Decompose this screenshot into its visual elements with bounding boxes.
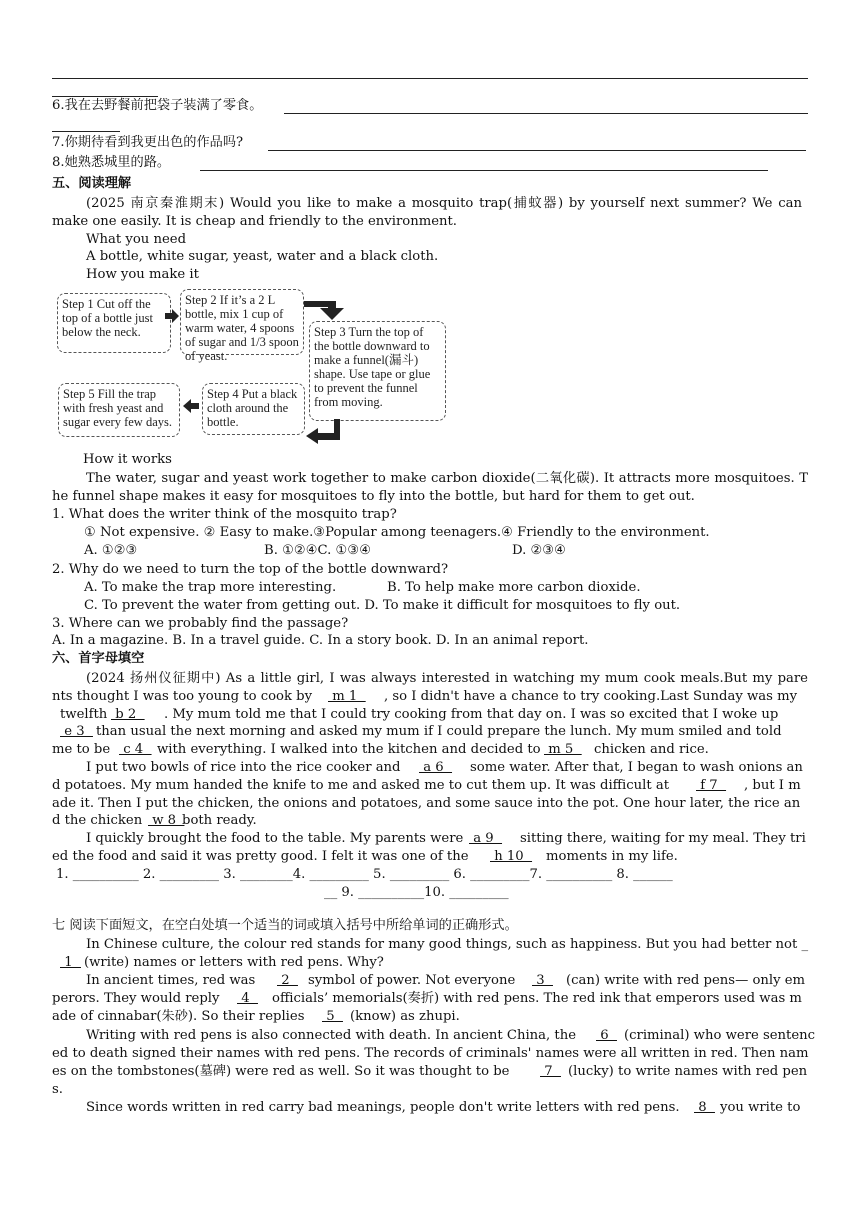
- answer-line[interactable]: [200, 170, 768, 171]
- option-1bc[interactable]: B. ①②④C. ①③④: [264, 543, 372, 558]
- section-heading-reading: 五、阅读理解: [52, 176, 132, 191]
- cloze2-line-8b: (lucky) to write names with red pen: [568, 1064, 808, 1079]
- step-2-box: Step 2 If it’s a 2 L bottle, mix 1 cup of warm water, 4 spoons of sugar and 1/3 spoon of yeast.: [180, 289, 304, 355]
- grammar-blank-2[interactable]: 2: [277, 973, 298, 988]
- step-4-box: Step 4 Put a black cloth around the bottle.: [202, 383, 305, 435]
- cloze1-line-11a: ed the food and said it was pretty good. I felt it was one of the: [52, 849, 469, 864]
- step-5-box: Step 5 Fill the trap with fresh yeast and sugar every few days.: [58, 383, 180, 437]
- cloze2-line-3b: symbol of power. Not everyone: [308, 973, 516, 988]
- cloze1-line-7b: , but I m: [744, 778, 801, 793]
- cloze2-line-10a: Since words written in red carry bad meanings, people don't write letters with red pens.: [86, 1100, 680, 1115]
- section-heading-cloze: 六、首字母填空: [52, 651, 145, 666]
- blank-1[interactable]: m 1: [328, 689, 366, 704]
- what-you-need-title: What you need: [86, 232, 187, 247]
- blank-6[interactable]: a 6: [419, 760, 453, 775]
- cloze1-line-8: ade it. Then I put the chicken, the onions and potatoes, and some sauce into the pot. One hour later, the rice an: [52, 796, 801, 811]
- cloze1-line-9a: d the chicken: [52, 813, 143, 828]
- grammar-blank-8[interactable]: 8: [694, 1100, 715, 1115]
- question-3-options[interactable]: A. In a magazine. B. In a travel guide. C. In a story book. D. In an animal report.: [52, 633, 589, 648]
- option-2a[interactable]: A. To make the trap more interesting.: [84, 580, 337, 595]
- option-1a[interactable]: A. ①②③: [84, 543, 138, 558]
- cloze2-line-5a: ade of cinnabar(朱砂). So their replies: [52, 1009, 305, 1024]
- cloze2-line-4a: perors. They would reply: [52, 991, 220, 1006]
- blank-10[interactable]: h 10: [490, 849, 533, 864]
- reading-intro-2: make one easily. It is cheap and friendly to the environment.: [52, 214, 457, 229]
- sentence-7: 7.你期待看到我更出色的作品吗?: [52, 135, 244, 150]
- how-it-works-title: How it works: [83, 452, 172, 467]
- cloze2-line-6b: (criminal) who were sentenc: [624, 1028, 816, 1043]
- cloze1-line-3a: twelfth: [60, 707, 108, 722]
- arrow-right-icon: [164, 308, 180, 324]
- cloze1-line-5b: with everything. I walked into the kitchen and decided to: [157, 742, 541, 757]
- answer-line[interactable]: [284, 113, 808, 114]
- answer-rule: [52, 131, 120, 132]
- sentence-6: 6.我在去野餐前把袋子装满了零食。: [52, 98, 263, 113]
- answer-row-1[interactable]: 1. __________ 2. _________ 3. ________4. _________ 5. _________ 6. _________7. __________ 8. ______: [56, 867, 673, 882]
- cloze2-line-9: s.: [52, 1082, 63, 1097]
- cloze2-line-4b: officials’ memorials(奏折) with red pens. The red ink that emperors used was m: [272, 991, 802, 1006]
- cloze2-line-3a: In ancient times, red was: [86, 973, 256, 988]
- blank-2[interactable]: b 2: [111, 707, 145, 722]
- option-2cd[interactable]: C. To prevent the water from getting out. D. To make it difficult for mosquitoes to fly out.: [84, 598, 681, 613]
- step-3-box: Step 3 Turn the top of the bottle downward to make a funnel(漏斗) shape. Use tape or glue to prevent the funnel from moving.: [309, 321, 446, 421]
- cloze1-line-2b: , so I didn't have a chance to try cooking.Last Sunday was my: [384, 689, 798, 704]
- blank-9[interactable]: a 9: [469, 831, 503, 846]
- cloze1-line-10a: I quickly brought the food to the table. My parents were: [86, 831, 464, 846]
- option-1d[interactable]: D. ②③④: [512, 543, 566, 558]
- cloze1-line-4b: than usual the next morning and asked my mum if I could prepare the lunch. My mum smiled and told: [96, 724, 782, 739]
- cloze1-line-2a: nts thought I was too young to cook by: [52, 689, 313, 704]
- blank-7[interactable]: f 7: [696, 778, 727, 793]
- cloze2-line-7: ed to death signed their names with red pens. The records of criminals' names were all written in red. Then nam: [52, 1046, 809, 1061]
- top-rule: [52, 78, 808, 79]
- what-you-need-items: A bottle, white sugar, yeast, water and a black cloth.: [86, 249, 439, 264]
- step-1-box: Step 1 Cut off the top of a bottle just below the neck.: [57, 293, 171, 353]
- sentence-8: 8.她熟悉城里的路。: [52, 155, 171, 170]
- cloze2-line-5b: (know) as zhupi.: [350, 1009, 460, 1024]
- cloze1-line-5a: me to be: [52, 742, 111, 757]
- question-2: 2. Why do we need to turn the top of the bottle downward?: [52, 562, 449, 577]
- section-heading-grammar: 七 阅读下面短文，在空白处填一个适当的词或填入括号中所给单词的正确形式。: [52, 918, 518, 933]
- grammar-blank-3[interactable]: 3: [532, 973, 553, 988]
- grammar-blank-5[interactable]: 5: [322, 1009, 343, 1024]
- arrow-turn-down-icon: [302, 296, 350, 322]
- how-it-works-para-2: he funnel shape makes it easy for mosquitoes to fly into the bottle, but hard for them to get out.: [52, 489, 695, 504]
- question-1: 1. What does the writer think of the mosquito trap?: [52, 507, 397, 522]
- cloze2-line-6a: Writing with red pens is also connected with death. In ancient China, the: [86, 1028, 577, 1043]
- reading-intro: (2025 南京秦淮期末) Would you like to make a mosquito trap(捕蚊器) by yourself next summer? We can: [86, 196, 802, 211]
- cloze1-line-11b: moments in my life.: [546, 849, 678, 864]
- cloze1-line-1: (2024 扬州仪征期中) As a little girl, I was always interested in watching my mum cook meals.But my pare: [86, 671, 808, 686]
- grammar-blank-1[interactable]: 1: [60, 955, 81, 970]
- cloze1-line-3b: . My mum told me that I could try cooking from that day on. I was so excited that I woke up: [164, 707, 779, 722]
- answer-line[interactable]: [268, 150, 806, 151]
- blank-8[interactable]: w 8: [148, 813, 185, 828]
- cloze1-line-7a: d potatoes. My mum handed the knife to me and asked me to cut them up. It was difficult at: [52, 778, 670, 793]
- cloze1-line-6a: I put two bowls of rice into the rice cooker and: [86, 760, 401, 775]
- question-1-statements: ① Not expensive. ② Easy to make.③Popular among teenagers.④ Friendly to the environment.: [84, 525, 710, 540]
- grammar-blank-7[interactable]: 7: [540, 1064, 561, 1079]
- cloze2-line-1: In Chinese culture, the colour red stands for many good things, such as happiness. But you had better not _: [86, 937, 809, 952]
- cloze1-line-10b: sitting there, waiting for my meal. They tri: [520, 831, 806, 846]
- arrow-left-icon: [182, 398, 200, 414]
- cloze2-line-10b: you write to: [720, 1100, 801, 1115]
- how-it-works-para-1: The water, sugar and yeast work together to make carbon dioxide(二氧化碳). It attracts more mosquitoes. T: [86, 471, 808, 486]
- blank-5[interactable]: m 5: [544, 742, 582, 757]
- blank-4[interactable]: c 4: [119, 742, 152, 757]
- how-you-make-it-title: How you make it: [86, 267, 199, 282]
- option-2b[interactable]: B. To help make more carbon dioxide.: [387, 580, 641, 595]
- question-3: 3. Where can we probably find the passage?: [52, 616, 349, 631]
- grammar-blank-4[interactable]: 4: [237, 991, 258, 1006]
- arrow-turn-left-icon: [304, 418, 342, 444]
- blank-3[interactable]: e 3: [60, 724, 93, 739]
- cloze1-line-5c: chicken and rice.: [594, 742, 709, 757]
- cloze2-line-8a: es on the tombstones(墓碑) were red as well. So it was thought to be: [52, 1064, 510, 1079]
- grammar-blank-6[interactable]: 6: [596, 1028, 617, 1043]
- answer-row-2[interactable]: __ 9. __________10. _________: [324, 885, 509, 900]
- cloze2-line-2b: (write) names or letters with red pens. Why?: [84, 955, 384, 970]
- cloze2-line-3c: (can) write with red pens— only em: [566, 973, 806, 988]
- cloze1-line-9b: both ready.: [182, 813, 257, 828]
- cloze1-line-6b: some water. After that, I began to wash onions an: [470, 760, 803, 775]
